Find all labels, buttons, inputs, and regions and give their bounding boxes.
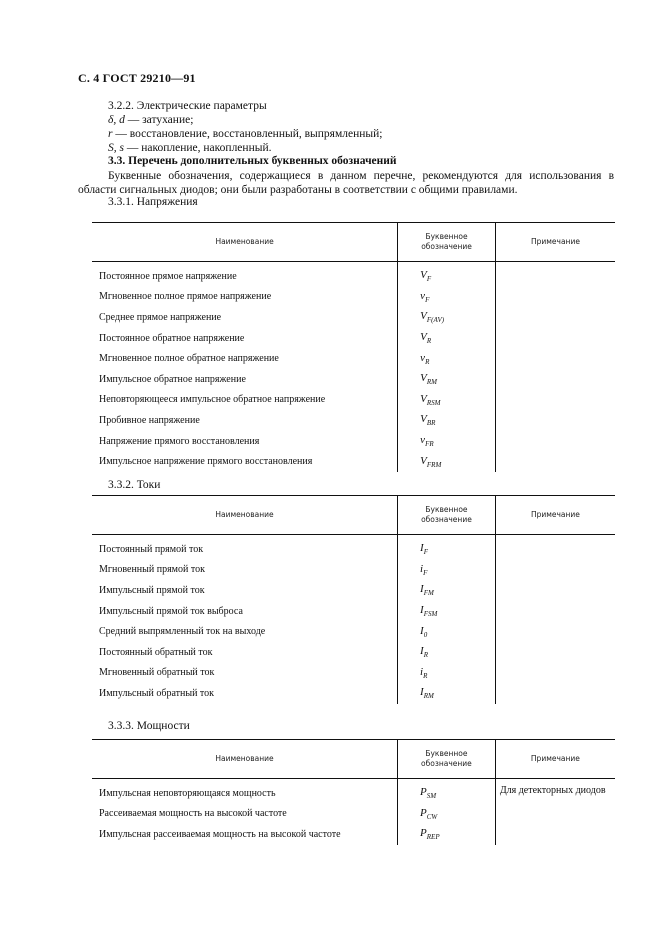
parameter-name: Неповторяющееся импульсное обратное напряжение — [99, 394, 326, 406]
parameter-name: Средний выпрямленный ток на выходе — [99, 626, 266, 638]
parameter-name: Мгновенное полное обратное напряжение — [99, 353, 279, 365]
parameter-name: Постоянный прямой ток — [99, 543, 204, 555]
letter-symbol — [398, 431, 496, 452]
page-header: С. 4 ГОСТ 29210—91 — [78, 71, 196, 85]
powers-body — [92, 779, 615, 845]
parameter-name: Постоянное обратное напряжение — [99, 332, 245, 344]
column-header-symbol-line2: обозначение — [421, 242, 472, 251]
parameter-name: Мгновенное полное прямое напряжение — [99, 291, 272, 303]
symbol-letter: V — [420, 310, 427, 323]
symbol-subscript: FR — [425, 440, 434, 449]
parameter-name: Напряжение прямого восстановления — [99, 435, 260, 447]
symbol-subscript: R — [423, 671, 428, 680]
symbol-letter: I — [420, 542, 424, 555]
symbol-letter: I — [420, 624, 424, 637]
symbol-letter: I — [420, 583, 424, 596]
definition-recovery — [108, 128, 382, 140]
symbol-letter: V — [420, 269, 427, 282]
definition-symbol: r — [108, 128, 113, 140]
symbol-subscript: R — [426, 337, 432, 346]
parameter-name: Мгновенный обратный ток — [99, 667, 215, 679]
note-cell — [495, 535, 615, 704]
parameter-name: Импульсная рассеиваемая мощность на высокой частоте — [99, 828, 341, 840]
letter-symbol — [398, 804, 496, 825]
symbol-subscript: RSM — [426, 398, 441, 407]
symbol-letter: i — [420, 562, 424, 575]
section-331-title: 3.3.1. Напряжения — [108, 196, 198, 208]
letter-symbol — [398, 580, 496, 601]
parameter-name: Постоянный обратный ток — [99, 646, 213, 658]
letter-symbol — [398, 262, 496, 287]
letter-symbol — [398, 663, 496, 684]
letter-symbol — [398, 390, 496, 411]
symbol-subscript: RM — [423, 692, 434, 701]
column-header-name: Наименование — [92, 223, 398, 262]
currents-body — [92, 535, 615, 704]
symbol-subscript: F — [423, 548, 428, 557]
symbol-subscript: SM — [426, 792, 437, 801]
column-header-note: Примечание — [495, 740, 615, 779]
symbol-letter: V — [420, 392, 427, 405]
definition-text: — восстановление, восстановленный, выпрямленный; — [112, 128, 383, 140]
letter-symbol — [398, 348, 496, 369]
symbol-letter: v — [420, 289, 426, 302]
column-header-symbol — [398, 496, 496, 535]
powers-table — [92, 739, 615, 845]
parameter-name: Импульсное обратное напряжение — [99, 373, 246, 385]
parameter-name: Мгновенный прямой ток — [99, 564, 205, 576]
letter-symbol — [398, 535, 496, 560]
section-333-title: 3.3.3. Мощности — [108, 720, 190, 732]
letter-symbol — [398, 779, 496, 804]
parameter-name: Среднее прямое напряжение — [99, 311, 222, 323]
letter-symbol — [398, 560, 496, 581]
definition-damping — [108, 114, 193, 126]
symbol-letter: I — [420, 686, 424, 699]
note-cell — [495, 779, 615, 845]
symbol-letter: V — [420, 454, 427, 467]
letter-symbol — [398, 410, 496, 431]
symbol-letter: V — [420, 413, 427, 426]
letter-symbol — [398, 621, 496, 642]
note-cell — [495, 262, 615, 472]
table-row — [92, 535, 615, 560]
parameter-name: Импульсная неповторяющаяся мощность — [99, 787, 276, 799]
definition-symbol: δ, d — [108, 114, 125, 126]
symbol-letter: V — [420, 331, 427, 344]
parameter-name: Импульсный прямой ток — [99, 584, 205, 596]
symbol-subscript: FRM — [426, 460, 442, 469]
definition-symbol: S, s — [108, 142, 124, 154]
table-row — [92, 779, 615, 804]
column-header-symbol-line1: Буквенное — [425, 505, 468, 514]
currents-table — [92, 495, 615, 704]
symbol-subscript: FM — [423, 589, 434, 598]
symbol-subscript: R — [425, 357, 430, 366]
symbol-subscript: F — [426, 275, 432, 284]
symbol-letter: i — [420, 665, 424, 678]
letter-symbol — [398, 642, 496, 663]
letter-symbol — [398, 328, 496, 349]
symbol-subscript: F — [423, 568, 428, 577]
symbol-letter: P — [420, 806, 427, 819]
symbol-letter: v — [420, 351, 426, 364]
parameter-name: Постоянное прямое напряжение — [99, 270, 237, 282]
parameter-name: Рассеиваемая мощность на высокой частоте — [99, 808, 287, 820]
letter-symbol — [398, 307, 496, 328]
symbol-subscript: R — [423, 651, 428, 660]
letter-symbol — [398, 369, 496, 390]
definition-storage — [108, 142, 271, 154]
column-header-symbol-line1: Буквенное — [425, 749, 468, 758]
voltages-body — [92, 262, 615, 472]
letter-symbol — [398, 683, 496, 704]
symbol-subscript: CW — [426, 812, 438, 821]
column-header-symbol — [398, 223, 496, 262]
column-header-name: Наименование — [92, 740, 398, 779]
letter-symbol — [398, 824, 496, 845]
intro-paragraph: Буквенные обозначения, содержащиеся в данном перечне, рекомендуются для использования в области сигнальных диодов; они были разработаны в соответствии с общими правилами. — [78, 170, 614, 196]
parameter-name: Импульсный прямой ток выброса — [99, 605, 243, 617]
definition-text: — затухание; — [124, 114, 194, 126]
voltages-table — [92, 222, 615, 472]
column-header-symbol-line1: Буквенное — [425, 232, 468, 241]
parameter-name: Импульсное напряжение прямого восстановления — [99, 456, 313, 468]
symbol-subscript: FSM — [423, 610, 438, 619]
symbol-subscript: RM — [426, 378, 438, 387]
symbol-subscript: F(AV) — [426, 316, 445, 325]
symbol-subscript: BR — [426, 419, 436, 428]
letter-symbol — [398, 601, 496, 622]
column-header-symbol-line2: обозначение — [421, 759, 472, 768]
column-header-note: Примечание — [495, 223, 615, 262]
symbol-letter: I — [420, 604, 424, 617]
section-332-title: 3.3.2. Токи — [108, 479, 161, 491]
section-322-title: 3.2.2. Электрические параметры — [108, 100, 267, 112]
parameter-name: Пробивное напряжение — [99, 414, 200, 426]
column-header-symbol — [398, 740, 496, 779]
column-header-symbol-line2: обозначение — [421, 515, 472, 524]
symbol-subscript: F — [425, 295, 430, 304]
parameter-name: Импульсный обратный ток — [99, 687, 215, 699]
symbol-letter: I — [420, 645, 424, 658]
column-header-note: Примечание — [495, 496, 615, 535]
letter-symbol — [398, 287, 496, 308]
symbol-letter: P — [420, 786, 427, 799]
symbol-subscript: REP — [426, 833, 440, 842]
symbol-subscript: 0 — [423, 630, 428, 639]
symbol-letter: v — [420, 434, 426, 447]
section-33-heading: 3.3. Перечень дополнительных буквенных обозначений — [108, 155, 397, 167]
table-row — [92, 262, 615, 287]
definition-text: — накопление, накопленный. — [123, 142, 272, 154]
symbol-letter: V — [420, 372, 427, 385]
column-header-name: Наименование — [92, 496, 398, 535]
symbol-letter: P — [420, 827, 427, 840]
note-text: Для детекторных диодов — [499, 785, 606, 796]
letter-symbol — [398, 451, 496, 472]
